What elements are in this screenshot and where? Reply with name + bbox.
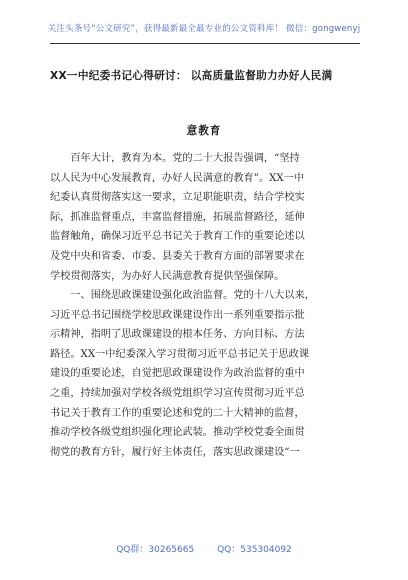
paragraph-line: 示精神，指明了思政课建设的根本任务、方向目标、方法: [50, 329, 305, 341]
header-note: 关注头条号“公文研究”，获得最新最全最专业的公文资料库！ 微信：gongwenyj: [47, 24, 361, 34]
paragraph-line: 习近平总书记围绕学校思政课建设作出一系列重要指示批: [50, 309, 305, 321]
paragraph-line: 书记关于教育工作的重要论述和党的二十大精神的监督，: [50, 407, 305, 419]
paragraph-line: 纪委认真贯彻落实这一要求，立足职能职责，结合学校实: [50, 192, 305, 204]
footer-contact: [0, 542, 408, 555]
header-divider: [50, 43, 360, 44]
document-title-continuation: 意教育: [186, 125, 222, 137]
paragraph-line: 彻党的教育方针，履行好主体责任，落实思政课建设“一: [50, 446, 300, 458]
paragraph-line: 学校贯彻落实，为办好人民满意教育提供坚强保障。: [50, 270, 285, 282]
paragraph-line: 百年大计，教育为本。党的二十大报告强调，“坚持: [50, 153, 300, 164]
paragraph-line: 建设的重要论述，自觉把思政课建设作为政治监督的重中: [50, 368, 305, 380]
paragraph-line: 路径。XX一中纪委深入学习贯彻习近平总书记关于思政课: [50, 348, 310, 360]
paragraph-2: [50, 286, 360, 462]
paragraph-line: 推动学校各级党组织强化理论武装。推动学校党委全面贯: [50, 427, 305, 439]
paragraph-line: 之重，持续加强对学校各级党组织学习宣传贯彻习近平总: [50, 387, 305, 399]
paragraph-line: 及党中央和省委、市委、县委关于教育方面的部署要求在: [50, 250, 305, 262]
qq-number-label: QQ：535304092: [217, 545, 292, 555]
paragraph-1: [50, 149, 360, 286]
paragraph-line: 际，抓准监督重点，丰富监督措施，拓展监督路径，延伸: [50, 211, 305, 223]
paragraph-line: 一、围绕思政课建设强化政治监督。党的十八大以来，: [50, 290, 315, 301]
qq-group-label: QQ群：30265665: [116, 545, 195, 555]
paragraph-line: 以人民为中心发展教育，办好人民满意的教育”。XX一中: [50, 172, 305, 184]
paragraph-line: 监督触角，确保习近平总书记关于教育工作的重要论述以: [50, 231, 305, 243]
document-title: XX一中纪委书记心得研讨： 以高质量监督助力办好人民满: [50, 70, 333, 82]
